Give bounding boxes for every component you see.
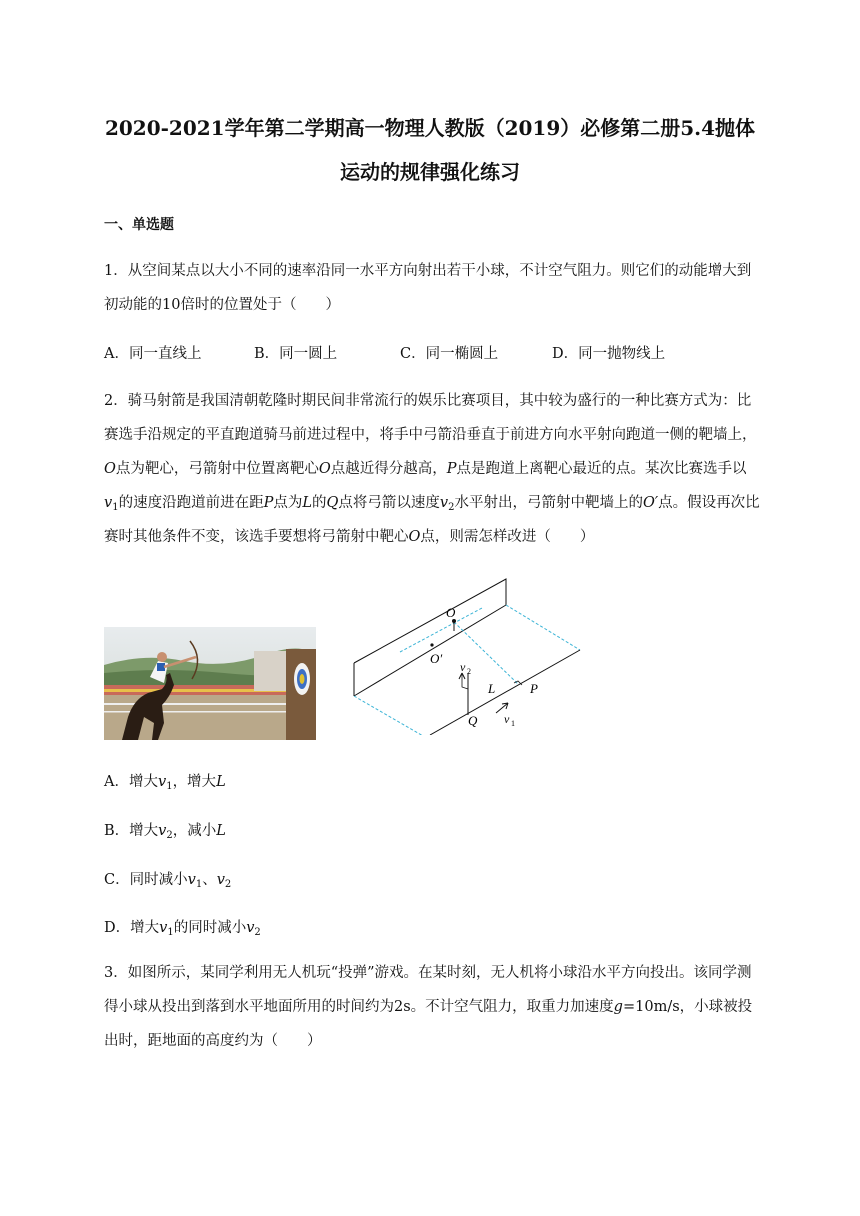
label-o: O: [446, 605, 456, 620]
ground-dashed-left: [354, 696, 430, 735]
section-heading: 一、单选题: [104, 217, 174, 233]
question-1: 1．从空间某点以大小不同的速率沿同一水平方向射出若干小球，不计空气阻力。则它们的动能增大到初动能的10倍时的位置处于（ ）: [104, 263, 752, 313]
label-v2-sub: 2: [467, 667, 471, 676]
q3-text: =10m/s，小球被投出时，距地面的高度约为（ ）: [104, 999, 753, 1049]
q1-option-b: B．同一圆上: [254, 346, 338, 362]
subscript-2: 2: [224, 879, 232, 890]
q2-text: 点，则需怎样改进（ ）: [420, 529, 595, 545]
title-line-2: 运动的规律强化练习: [340, 160, 520, 184]
q2-option-c: [104, 866, 231, 894]
q2-text: 点为靶心，弓箭射中位置离靶心: [115, 461, 319, 477]
opt-text: D．增大: [104, 920, 160, 936]
archery-diagram: [344, 575, 588, 735]
q2-text: 点为: [273, 495, 303, 511]
q1-option-a: A．同一直线上: [104, 346, 202, 362]
symbol-o-prime: O′: [642, 495, 659, 511]
title-line-1: 2020-2021学年第二学期高一物理人教版（2019）必修第二册5.4抛体: [104, 116, 756, 140]
subscript-2: 2: [448, 502, 455, 513]
diagram-svg: [344, 575, 588, 735]
q1-option-c: C．同一椭圆上: [400, 346, 499, 362]
subscript-1: 1: [167, 927, 174, 938]
q1-option-d: D．同一抛物线上: [552, 346, 666, 362]
opt-text: B．增大: [104, 823, 159, 839]
symbol-v2: v: [246, 920, 255, 936]
q2-text: 的速度沿跑道前进在距: [118, 495, 264, 511]
opt-text: ，减小: [172, 823, 217, 839]
ground-dashed-right: [506, 605, 580, 650]
symbol-o: O: [408, 529, 421, 545]
q2-text: 点是跑道上离靶心最近的点。某次比赛选手以: [456, 461, 747, 477]
symbol-v2: v: [439, 495, 449, 511]
archery-photo: [104, 627, 316, 740]
symbol-v2: v: [216, 872, 225, 888]
symbol-o: O: [104, 461, 116, 477]
q2-option-a: [104, 768, 226, 796]
symbol-v1: v: [159, 920, 168, 936]
symbol-l: L: [216, 774, 226, 790]
o-to-p-dashed: [454, 622, 518, 684]
question-2: [104, 384, 760, 554]
label-q: Q: [468, 713, 478, 728]
label-o-prime: O′: [430, 651, 443, 666]
q2-text: 点越近得分越高，: [330, 461, 447, 477]
label-p: P: [530, 681, 538, 696]
q2-option-b: [104, 817, 226, 845]
document-title: [96, 106, 764, 194]
subscript-1: 1: [112, 502, 119, 513]
q2-text: 2．骑马射箭是我国清朝乾隆时期民间非常流行的娱乐比赛项目，其中较为盛行的一种比赛方式为：比赛选手沿规定的平直跑道骑马前进过程中，将手中弓箭沿垂直于前进方向水平射向跑道一侧的靶墙上，: [104, 393, 757, 443]
label-v2: v: [460, 660, 466, 674]
q3-text: 3．如图所示，某同学利用无人机玩“投弹”游戏。在某时刻，无人机将小球沿水平方向投出。该同学测得小球从投出到落到水平地面所用的时间约为2s。不计空气阻力，取重力加速度: [104, 965, 752, 1015]
subscript-1: 1: [195, 879, 203, 890]
q2-option-d: [104, 914, 261, 942]
subscript-2: 2: [254, 927, 261, 938]
symbol-v1: v: [104, 495, 113, 511]
question-3: [104, 956, 760, 1058]
q2-text: 点。假设再次比赛时其他条件不变，该选手要想将弓箭射中靶心: [104, 495, 760, 545]
q2-text: 水平射出，弓箭射中靶墙上的: [454, 495, 643, 511]
label-l: L: [488, 681, 496, 696]
symbol-v1: v: [157, 774, 167, 790]
symbol-l: L: [302, 495, 312, 511]
symbol-l: L: [216, 823, 226, 839]
symbol-p: P: [446, 461, 457, 477]
label-v1-sub: 1: [511, 719, 515, 728]
opt-text: 的同时减小: [173, 920, 247, 936]
point-o-prime: [430, 643, 433, 646]
archery-photo-image: [104, 627, 316, 740]
subscript-1: 1: [166, 781, 173, 792]
symbol-v1: v: [187, 872, 196, 888]
opt-text: C．同时减小: [104, 872, 188, 888]
symbol-p: P: [263, 495, 274, 511]
symbol-o: O: [318, 461, 331, 477]
subscript-2: 2: [166, 830, 173, 841]
symbol-q: Q: [326, 495, 339, 511]
symbol-v2: v: [158, 823, 167, 839]
q2-text: 点将弓箭以速度: [338, 495, 440, 511]
opt-text: ，增大: [172, 774, 217, 790]
q2-text: 的: [311, 495, 327, 511]
label-v1: v: [504, 712, 510, 726]
symbol-g: g: [613, 999, 623, 1015]
opt-text: A．增大: [104, 774, 158, 790]
opt-text: 、: [202, 872, 217, 888]
